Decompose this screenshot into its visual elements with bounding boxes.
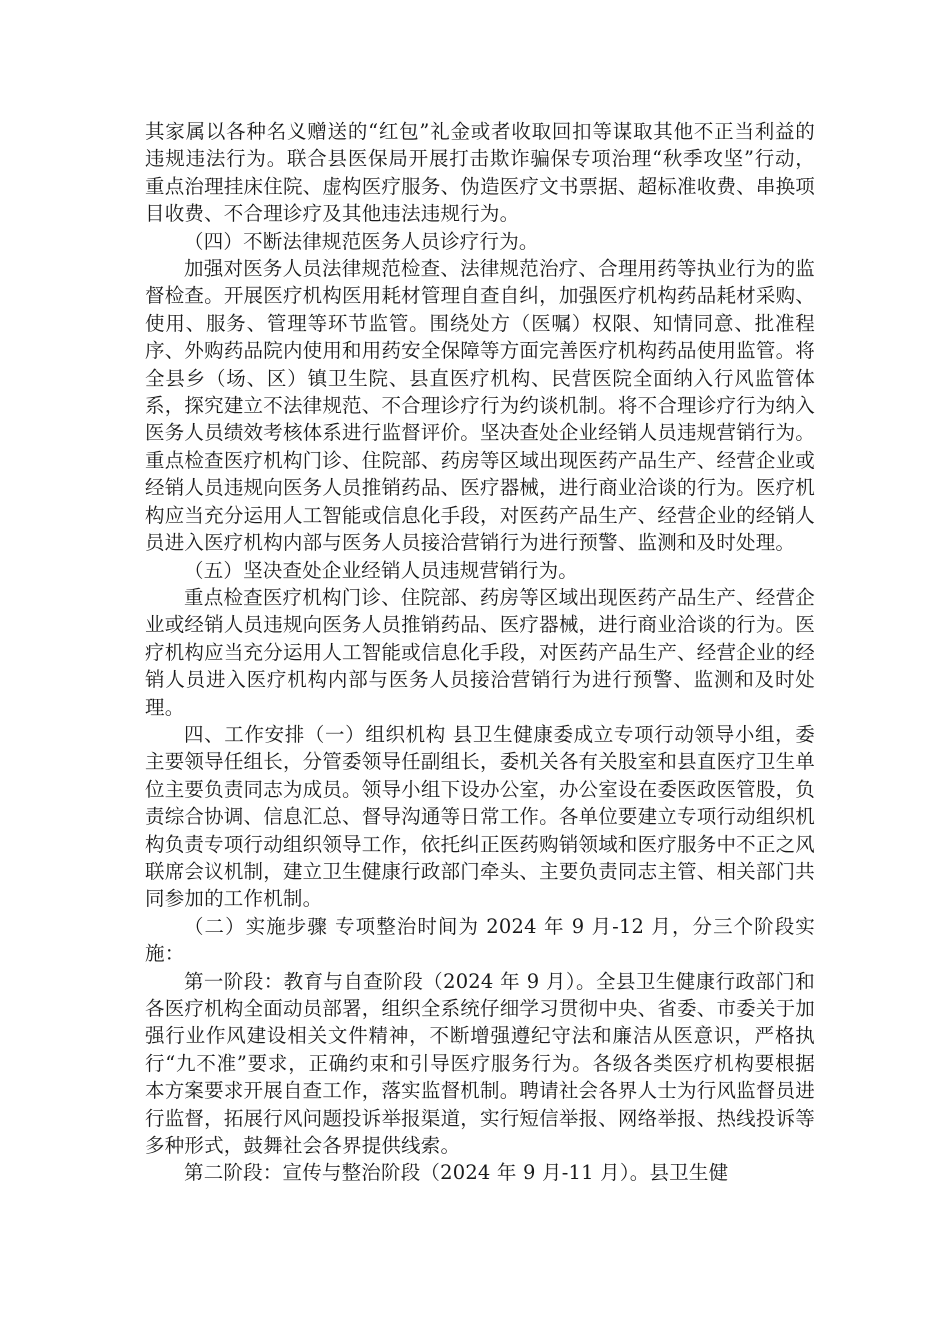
paragraph-implementation-steps: （二）实施步骤 专项整治时间为 2024 年 9 月-12 月，分三个阶段实施： — [145, 914, 815, 966]
paragraph-work-arrangement: 四、工作安排（一）组织机构 县卫生健康委成立专项行动领导小组，委主要领导任组长，分管委领导任副组长，委机关各有关股室和县直医疗卫生单位主要负责同志为成员。领导小组下设办公室，办公室设在委医政医管股，负责综合协调、信息汇总、督导沟通等日常工作。各单位要建立专项行动组织机构负责专项行动组织领导工作，依托纠正医药购销领域和医疗服务中不正之风联席会议机制，建立卫生健康行政部门牵头、主要负责同志主管、相关部门共同参加的工作机制。 — [145, 722, 815, 911]
paragraph-key-inspection: 重点检查医疗机构门诊、住院部、药房等区域出现医药产品生产、经营企业或经销人员违规向医务人员推销药品、医疗器械，进行商业洽谈的行为。医疗机构应当充分运用人工智能或信息化手段，对医药产品生产、经营企业的经销人员进入医疗机构内部与医务人员接洽营销行为进行预警、监测和及时处理。 — [145, 585, 815, 719]
paragraph-stage-two: 第二阶段：宣传与整治阶段（2024 年 9 月-11 月）。县卫生健 — [184, 1161, 729, 1185]
paragraph-stage-one: 第一阶段：教育与自查阶段（2024 年 9 月）。全县卫生健康行政部门和各医疗机构全面动员部署，组织全系统仔细学习贯彻中央、省委、市委关于加强行业作风建设相关文件精神，不断增强遵纪守法和廉洁从医意识，严格执行“九不准”要求，正确约束和引导医疗服务行为。各级各类医疗机构要根据本方案要求开展自查工作，落实监督机制。聘请社会各界人士为行风监督员进行监督，拓展行风问题投诉举报渠道，实行短信举报、网络举报、热线投诉等多种形式，鼓舞社会各界提供线索。 — [145, 969, 815, 1158]
heading-section-5-sales-behavior: （五）坚决查处企业经销人员违规营销行为。 — [184, 558, 579, 582]
paragraph-supervision-inspection: 加强对医务人员法律规范检查、法律规范治疗、合理用药等执业行为的监督检查。开展医疗机构医用耗材管理自查自纠，加强医疗机构药品耗材采购、使用、服务、管理等环节监管。围绕处方（医嘱）权限、知情同意、批准程序、外购药品院内使用和用药安全保障等方面完善医疗机构药品使用监管。将全县乡（场、区）镇卫生院、县直医疗机构、民营医院全面纳入行风监管体系，探究建立不法律规范、不合理诊疗行为约谈机制。将不合理诊疗行为纳入医务人员绩效考核体系进行监督评价。坚决查处企业经销人员违规营销行为。重点检查医疗机构门诊、住院部、药房等区域出现医药产品生产、经营企业或经销人员违规向医务人员推销药品、医疗器械，进行商业洽谈的行为。医疗机构应当充分运用人工智能或信息化手段，对医药产品生产、经营企业的经销人员进入医疗机构内部与医务人员接洽营销行为进行预警、监测和及时处理。 — [145, 257, 815, 555]
document-body — [145, 118, 815, 1187]
paragraph-illegal-benefits: 其家属以各种名义赠送的“红包”礼金或者收取回扣等谋取其他不正当利益的违规违法行为。联合县医保局开展打击欺诈骗保专项治理“秋季攻坚”行动，重点治理挂床住院、虚构医疗服务、伪造医疗文书票据、超标准收费、串换项目收费、不合理诊疗及其他违法违规行为。 — [145, 120, 815, 226]
heading-section-4-regulate-conduct: （四）不断法律规范医务人员诊疗行为。 — [184, 229, 539, 253]
